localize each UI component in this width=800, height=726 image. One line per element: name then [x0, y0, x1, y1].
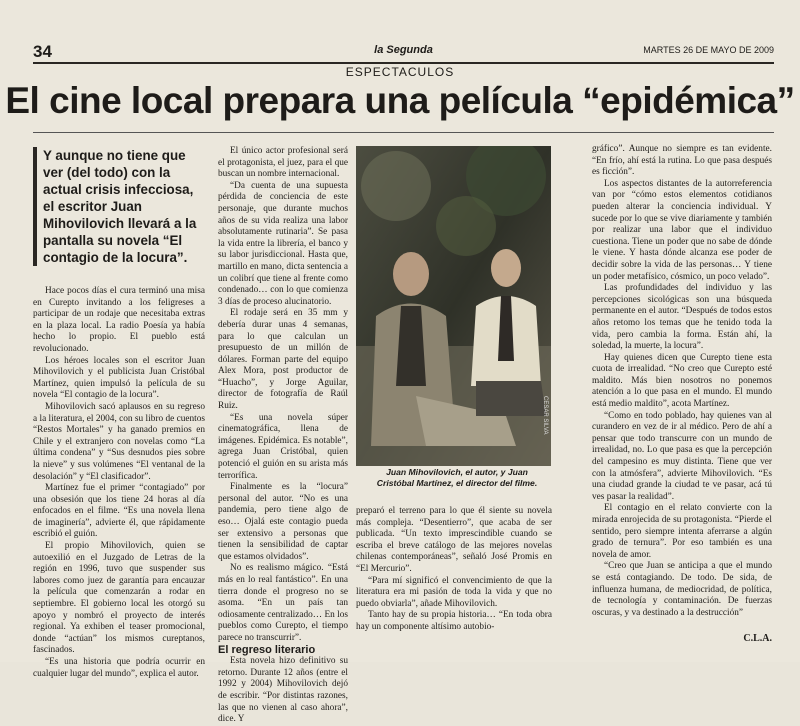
page-number: 34	[33, 42, 52, 61]
paragraph: Esta novela hizo definitivo su retorno. Durante 12 años (entre el 1992 y 2004) Mihovilovich dejó de escribir. “Por distintas razones, las que no vienen al caso ahora”, dice. Y	[218, 656, 348, 725]
paragraph: “Para mí significó el convencimiento de que la literatura era mi pasión de toda la vida y que no puedo obviarla”, añade Mihovilovich.	[356, 575, 552, 609]
headline-rule	[33, 132, 774, 133]
paragraph: Mihovilovich sacó aplausos en su regreso a la literatura, el 2004, con su libro de cuentos “Restos Mortales” y ha ganado premios en Chile y el extranjero con novelas como “La última condena” y “Sus desnudos pies sobre la nieve” y sus volúmenes “El ventanal de la desolación” y “El clasificador”.	[33, 401, 205, 482]
paragraph: Finalmente es la “locura” personal del autor. “No es una pandemia, pero tiene algo de eso… Ojalá este contagio pueda ser extensivo a personas que tienen la sensibilidad de captar que estamos olvidados”.	[218, 482, 348, 562]
paragraph: El único actor profesional será el protagonista, el juez, para el que buscan un nombre internacional.	[218, 146, 348, 180]
section-label: ESPECTACULOS	[345, 65, 455, 79]
issue-date: MARTES 26 DE MAYO DE 2009	[643, 45, 774, 55]
paragraph: El rodaje será en 35 mm y debería durar unas 4 semanas, para lo que calculan un presupuesto de un millón de dólares. Forman parte del equipo Alex Mora, post productor de “Huacho”, y Jorge Aguilar, director de fotografía de Raúl Ruiz.	[218, 308, 348, 412]
paragraph: “Es una historia que podría ocurrir en cualquier lugar del mundo”, explica el autor.	[33, 657, 205, 679]
column-3	[356, 506, 552, 634]
masthead: la Segunda	[374, 44, 433, 56]
paragraph: Los aspectos distantes de la autorreferencia van por “cómo estos elementos cotidianos pueden alterar la conciencia individual. Y sucede por lo que se vive diariamente y también por realizar una labor que el individuo cuestiona. Tiene un poder que no sabe de dónde le viene. Y hasta dónde alcanza ese poder de decidir sobre la vida de las personas… Y tiene un poder metafísico, cósmico, un poco velado”.	[592, 178, 772, 282]
paragraph: Los héroes locales son el escritor Juan Mihovilovich y el publicista Juan Cristóbal Martínez, quien impulsó la película de su novela “El contagio de la locura”.	[33, 355, 205, 401]
photo-credit: CESAR SILVA	[542, 396, 548, 435]
headline: El cine local prepara una película “epidémica”	[5, 80, 795, 121]
paragraph: Hace pocos días el cura terminó una misa en Curepto invitando a los feligreses a participar de un rodaje que necesitaba extras en la plaza local. La radio Poesía ya había hecho lo propio. El pueblo está revolucionado.	[33, 286, 205, 354]
column-4	[592, 144, 772, 619]
paragraph: No es realismo mágico. “Está más en lo real fantástico”. En una tierra donde el progreso no se asoma. “En un país tan odiosamente centralizado… En los pueblos como Curepto, el tiempo parece no transcurrir”.	[218, 563, 348, 643]
paragraph: preparó el terreno para lo que él siente su novela más compleja. “Desentierro”, que acaba de ser publicada. “Un texto imprescindible cuando se escriba el breve catálogo de las mejores novelas chilenas contemporáneas”, señaló José Promis en “El Mercurio”.	[356, 506, 552, 574]
lead-paragraph: Y aunque no tiene que ver (del todo) con la actual crisis infecciosa, el escritor Juan Mihovilovich llevará a la pantalla su novela “El contagio de la locura”.	[33, 147, 203, 266]
paragraph: “Da cuenta de una supuesta pérdida de conciencia de este personaje, que durante muchos años de su vida realiza una labor absolutamente rutinaria”. Se pasa la vida entre la librería, el banco y su labor jurisdiccional. Hasta que, martillo en mano, dicta sentencia a un colibrí que tiene al frente como condenado… con lo que comienza 3 días de proceso alucinatorio.	[218, 180, 348, 307]
paragraph: Martínez fue el primer “contagiado” por una obsesión que los tiene 24 horas al día enfocados en el filme. “Es una novela llena de imaginería”, advierte él, que rápidamente escribió el guión.	[33, 483, 205, 540]
photo-illustration	[356, 146, 551, 466]
paragraph: “Como en todo poblado, hay quienes van al curandero en vez de ir al médico. Pero de ahí a pensar que todo transcurre con un mundo de irrealidad, no. Lo que pasa es que la percepción del campesino es muy distinta. Tiene que ver con la atmósfera”, advierte Mihovilovich. “Es una ciudad grande la ciudad te ve pasar, acá tú ves pasar la realidad”.	[592, 410, 772, 502]
photo-caption: Juan Mihovilovich, el autor, y Juan Cristóbal Martínez, el director del filme.	[376, 467, 538, 488]
column-1	[33, 286, 205, 680]
article-photo	[356, 146, 551, 466]
column-2	[218, 146, 348, 726]
paragraph: Tanto hay de su propia historia… “En toda obra hay un componente altísimo autobio-	[356, 610, 552, 632]
paragraph: “Es una novela súper cinematográfica, llena de imágenes. Epidémica. Es notable”, agrega Juan Cristóbal, quien potenció el guión en su arista más terrorífica.	[218, 412, 348, 481]
paragraph: El contagio en el relato convierte con la mirada enrojecida de su protagonista. “Pierde el sentido, pero siempre intenta aferrarse a algún grado de ternura”. Por eso también es una novela de amor.	[592, 503, 772, 560]
paragraph: Las profundidades del individuo y las percepciones sicológicas son una búsqueda permanente en el autor. “Después de todos estos años retomo los temas que he tenido toda la vida, pero cambia la forma. Están ahí, la soledad, la muerte, la locura”.	[592, 283, 772, 352]
paragraph: Hay quienes dicen que Curepto tiene esta cuota de irrealidad. “No creo que Curepto esté maldito. Más bien nosotros no ponemos atención a lo que pasa en el mundo. El mundo está medio maldito”, acota Martínez.	[592, 352, 772, 410]
paragraph: “Creo que Juan se anticipa a que el mundo se está contagiando. De todo. De sida, de influenza humana, de mediocridad, de política, de tecnología y contaminación. De fuerzas oscuras, y va destinado a la destrucción”	[592, 561, 772, 618]
subheading: El regreso literario	[218, 643, 316, 656]
author-signature: C.L.A.	[743, 633, 772, 644]
paragraph: gráfico”. Aunque no siempre es tan evidente. “En frío, ahí está la rutina. Lo que pasa después es ficción”.	[592, 144, 772, 178]
page-header	[33, 42, 774, 64]
paragraph: El propio Mihovilovich, quien se autoexilió en el Juzgado de Letras de la región en 1996, tuvo que suspender sus labores como juez de garantía para encauzar la película que comenzarán a rodar en septiembre. El gobierno local les otorgó su apoyo y nombró el proyecto de interés regional. Ya exhiben el teaser promocional, donde “actúan” los mismos cureptanos, fascinados.	[33, 541, 205, 656]
